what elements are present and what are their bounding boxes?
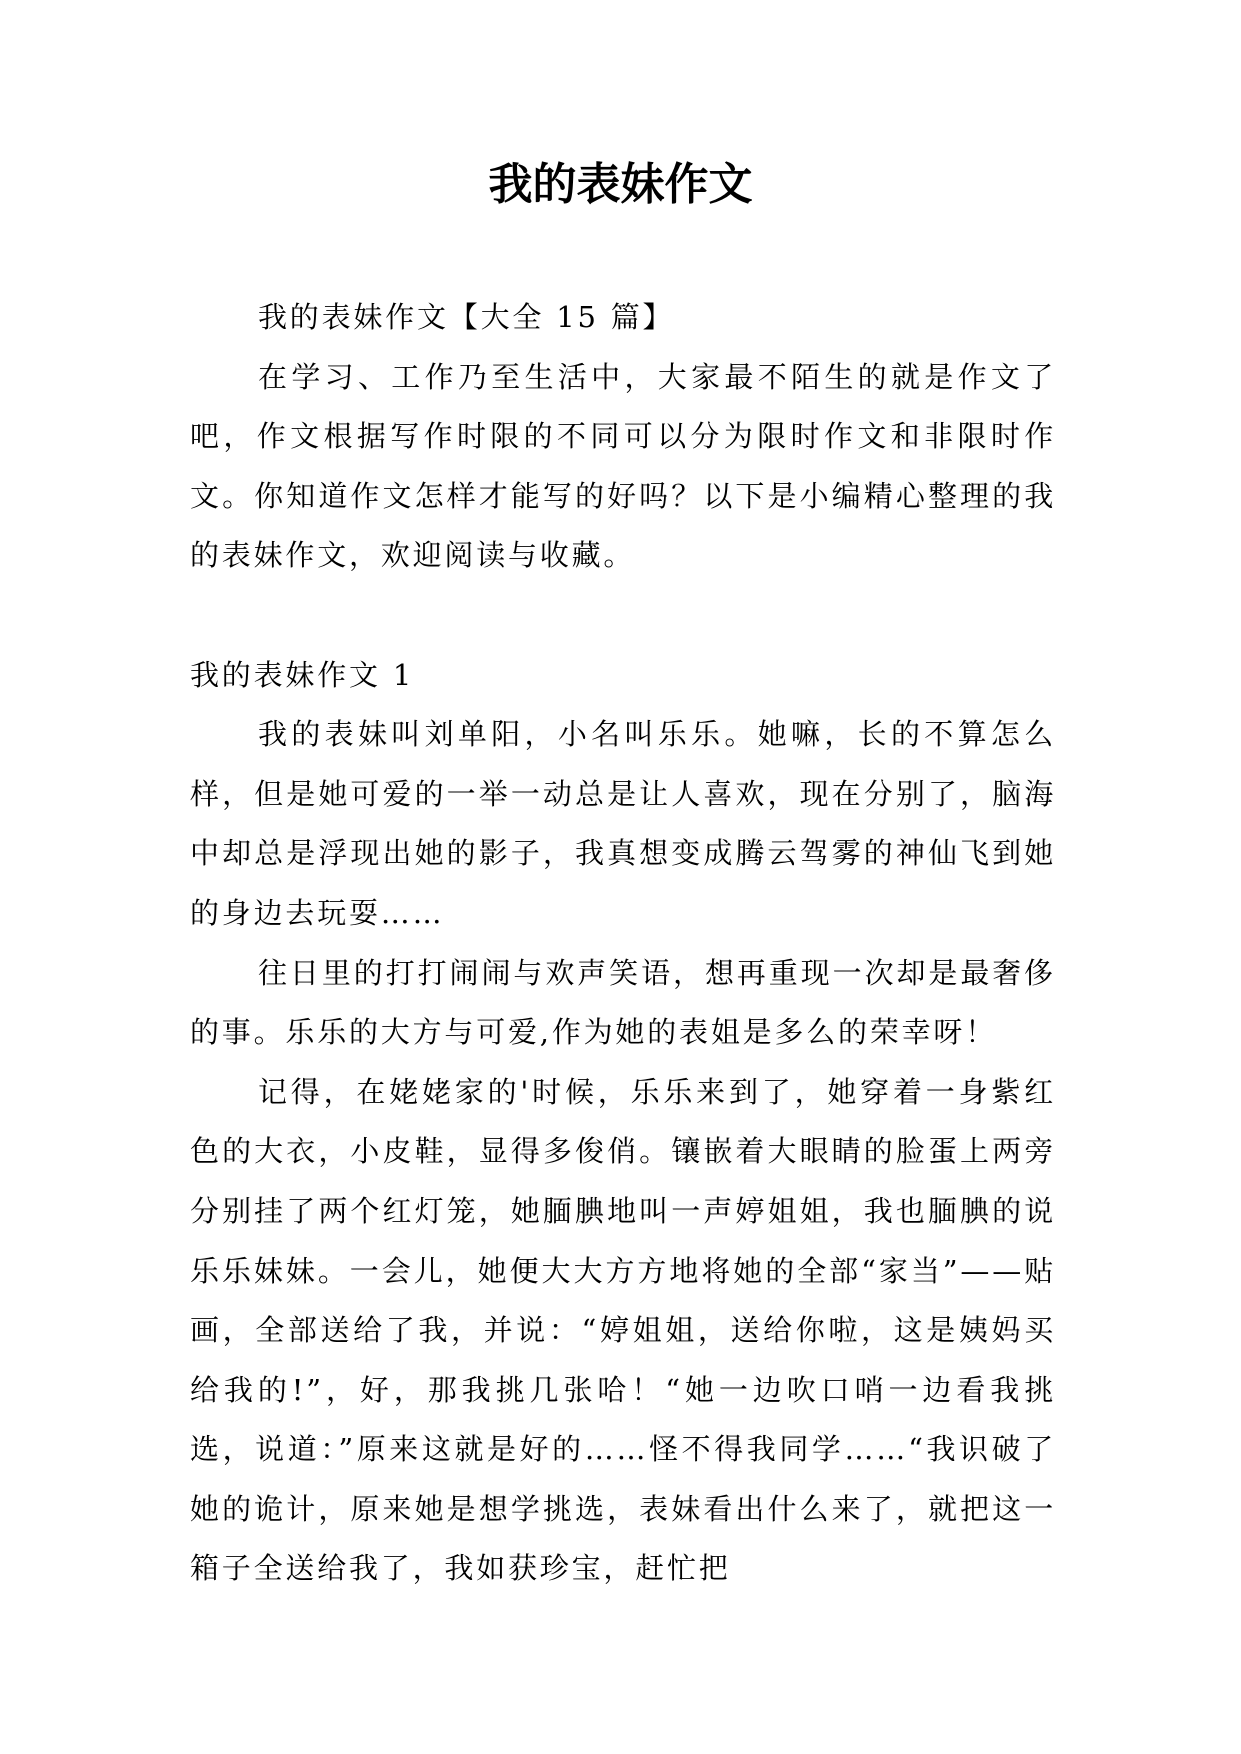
intro-paragraph: 在学习、工作乃至生活中，大家最不陌生的就是作文了吧，作文根据写作时限的不同可以分为限时作文和非限时作文。你知道作文怎样才能写的好吗？以下是小编精心整理的我的表妹作文，欢迎阅读与收藏。 [190,359,1056,573]
section-paragraph: 往日里的打打闹闹与欢声笑语，想再重现一次却是最奢侈的事。乐乐的大方与可爱,作为她的表姐是多么的荣幸呀！ [190,955,1056,1050]
document-subtitle: 我的表妹作文【大全 15 篇】 [258,300,675,334]
section-heading: 我的表妹作文 1 [190,657,415,692]
document-title: 我的表妹作文 [488,159,753,210]
section-gap [190,586,1056,646]
section-paragraph: 记得，在姥姥家的'时候，乐乐来到了，她穿着一身紫红色的大衣，小皮鞋，显得多俊俏。镶嵌着大眼睛的脸蛋上两旁分别挂了两个红灯笼，她腼腆地叫一声婷姐姐，我也腼腆的说乐乐妹妹。一会儿，她便大大方方地将她的全部“家当”——贴画，全部送给了我，并说：“婷姐姐，送给你啦，这是姨妈买给我的!”，好，那我挑几张哈！“她一边吹口哨一边看我挑选，说道：”原来这就是好的……怪不得我同学……“我识破了她的诡计，原来她是想学挑选，表妹看出什么来了，就把这一箱子全送给我了，我如获珍宝，赶忙把 [190,1074,1056,1586]
section-paragraph: 我的表妹叫刘单阳，小名叫乐乐。她嘛，长的不算怎么样，但是她可爱的一举一动总是让人喜欢，现在分别了，脑海中却总是浮现出她的影子，我真想变成腾云驾雾的神仙飞到她的身边去玩耍…… [190,717,1056,930]
document-body [190,288,1056,1599]
